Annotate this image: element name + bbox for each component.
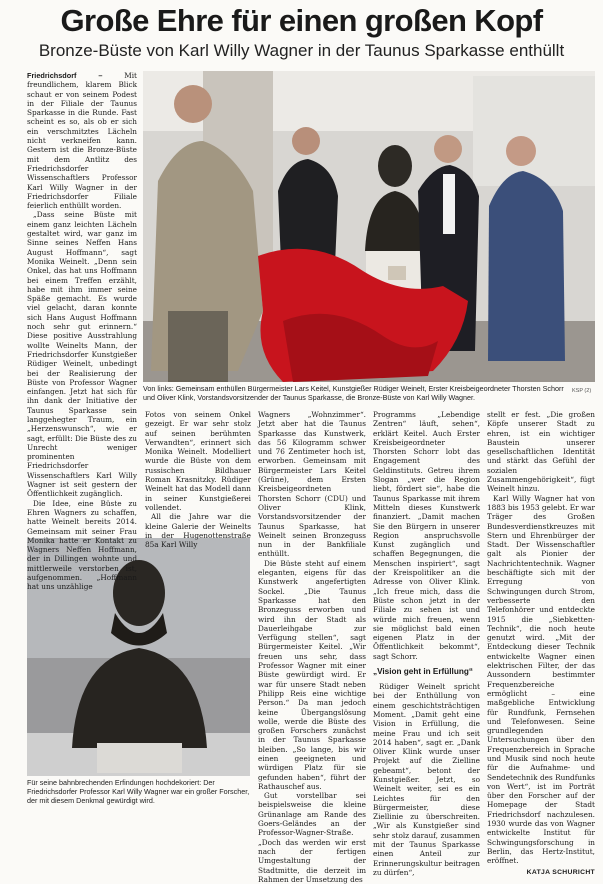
article-column-2 — [145, 410, 251, 550]
paragraph: Karl Willy Wagner hat von 1883 bis 1953 gelebt. Er war Träger des Großen Bundesverdienstkreuzes mit Stern und Ehrenbürger der Stadt. Der Wissenschaftler galt als Pionier der Nachrichtentechnik. Wagner beschäftigte sich mit der Erregung von Schwingungen durch Strom, verbesserte den Telefonhörer und entdeckte 1915 die „Siebketten-Technik“, die noch heute genutzt wird. „Mit der Entdeckung dieser Technik entwickelte Wagner einen elektrischen Filter, der das Aussondern bestimmter Frequenzbereiche ermöglicht – eine maßgebliche Entwicklung für Rundfunk, Fernsehen und Telefonwesen. Seine grundlegenden Untersuchungen über den Frequenzbereich in Sprache und Musik sind noch heute für die Aufnahme- und Sendetechnik des Rundfunks von Wert“, ist im Porträt über den Forscher auf der Homepage der Stadt Friedrichsdorf nachzulesen. 1930 wurde das von Wagner entwickelte Institut für Schwingungsforschung in Berlin, das Hertz-Institut, eröffnet. — [487, 493, 595, 866]
paragraph: Rüdiger Weinelt spricht bei der Enthüllung von einem geschichtsträchtigen Moment. „Damit geht eine Vision in Erfüllung, die meine Frau und ich seit 2014 haben“, sagt er. „Dank Oliver Klink wurde unser Projekt auf die Zielline gebeamt“, betont der Kunstgießer. Jetzt, so Weinelt weiter, sei es ein Leichtes für den Bürgermeister, diese Ziellinie zu überschreiten. „Wir als Kunstgießer sind sehr stolz darauf, zusammen mit der Taunus Sparkasse einen Anteil zur Erinnerungskultur beitragen zu dürfen“, — [373, 682, 480, 877]
paragraph: Die Idee, eine Büste zu Ehren Wagners zu schaffen, hatte Weinelt bereits 2014. Gemeinsam mit seiner Frau Monika hatte er Kontakt zu Wagners Neffen Hoffmann, der in Dillingen wohnte und mittlerweile verstorben ist, aufgenommen. „Hoffmann hat uns unzählige — [27, 498, 137, 592]
main-photo — [143, 71, 595, 382]
paragraph: Fotos von seinem Onkel gezeigt. Er war sehr stolz auf seinen berühmten Verwandten“, erinnert sich Monika Weinelt. Modelliert wurde die Büste von dem russischen Bildhauer Roman Krasnitzky. Rüdiger Weinelt hat das Modell dann in seiner Kunstgießerei vollendet. — [145, 410, 251, 512]
paragraph: Die Büste steht auf einem eleganten, eigens für das Kunstwerk angefertigten Sockel. „Die Taunus Sparkasse hat den Bronzeguss erworben und wird ihn der Stadt als Dauerleihgabe zur Verfügung stellen“, sagt Bürgermeister Keitel. „Wir freuen uns sehr, dass Professor Wagner mit einer Büste gewürdigt wird. Er war für unsere Stadt neben Philipp Reis eine wichtige Person.“ Da man jedoch keine Übergangslösung wolle, werde die Büste des großen Forschers zunächst in der Taunus Sparkasse bleiben. „So lange, bis wir einen geeigneten und würdigen Platz für sie gefunden haben“, führt der Rathauschef aus. — [258, 558, 366, 791]
subheading: „Vision geht in Erfüllung“ — [373, 667, 473, 677]
paragraph: Wagners „Wohnzimmer“. Jetzt aber hat die Taunus Sparkasse das Kunstwerk, das 56 Kilogramm schwer und 76 Zentimeter hoch ist, erworben. Gemeinsam mit Bürgermeister Lars Keitel (Grüne), dem Ersten Kreisbeigeordneten Thorsten Schorr (CDU) und Oliver Klink, Vorstandsvorsitzender der Taunus Sparkasse, hat Weinelt seinen Bronzeguss nun in der Bankfiliale enthüllt. — [258, 410, 366, 559]
photo-credit: KSP (2) — [572, 388, 592, 394]
dateline: Friedrichsdorf – — [27, 71, 125, 80]
article-column-3 — [258, 410, 366, 884]
paragraph: „Dass seine Büste mit einem ganz leichten Lächeln gestaltet wird, war ganz im Sinne seines Neffen Hans August Hoffmann“, sagt Monika Weinelt. „Denn sein Onkel, das hat uns Hoffmann bei einem Treffen erzählt, habe mit ihm immer seine Späße gemacht. Es wurde viel gelacht, daran konnte sich Hans August Hoffmann noch sehr gut erinnern.“ Diese positive Ausstrahlung wollte Weinelts Mann, der Friedrichsdorfer Kunstgießer Rüdiger Weinelt, unbedingt bei der Realisierung der Büste von Professor Wagner einfangen. Jetzt hat sich für ihn dank der Initiative der Taunus Sparkasse sein langgehegter Traum, ein „Herzenswunsch“, wie er sagt, erfüllt: Die Büste des zu Unrecht weniger prominenten Friedrichsdorfer Wissenschaftlers Karl Willy Wagner ist seit gestern der Öffentlichkeit zugänglich. — [27, 210, 137, 499]
headline: Große Ehre für einen großen Kopf — [60, 3, 543, 38]
subheadline: Bronze-Büste von Karl Willy Wagner in der Taunus Sparkasse enthüllt — [38, 41, 565, 60]
paragraph: Gut vorstellbar sei beispielsweise die kleine Grünanlage am Rande des Goers-Geländes an der Professor-Wagner-Straße. „Doch das werden wir erst nach der fertigen Umgestaltung der Stadtmitte, die derzeit im Rahmen der Umsetzung des — [258, 791, 366, 884]
article-column-5 — [487, 410, 595, 876]
paragraph: Friedrichsdorf – Mit freundlichem, klarem Blick schaut er von seinem Podest in der Filiale der Taunus Sparkasse in die Runde. Fast scheint es so, als ob er sich ein verschmitztes Lächeln nicht verkneifen kann. Gestern ist die Bronze-Büste mit dem Antlitz des Friedrichsdorfer Wissenschaftlers Professor Karl Willy Wagner in der Friedrichsdorfer Filiale feierlich enthüllt worden. — [27, 71, 137, 211]
byline: KATJA SCHURICHT — [526, 868, 595, 876]
paragraph: Programms „Lebendige Zentren“ läuft, sehen“, erklärt Keitel. Auch Erster Kreisbeigeordneter Thorsten Schorr lobt das Engagement des Geldinstituts. Getreu ihrem Slogan „wer die Region liebt, fördert sie“, habe die Taunus Sparkasse mit ihrem Mitteln dieses Kunstwerk finanziert. „Damit machen Sie den Bürgern in unserer Region anspruchsvolle Kunst zugänglich und schaffen Begegnungen, die Menschen inspiriert“, sagt der Kreispolitiker an die Adresse von Oliver Klink. „Ich freue mich, dass die Büste schon jetzt in der Filiale zu sehen ist und würde mich freuen, wenn sie möglichst bald einen eigenen Platz in der Öffentlichkeit bekommt“, sagt Schorr. — [373, 410, 480, 661]
article-column-4 — [373, 410, 480, 877]
paragraph: All die Jahre war die kleine Galerie der Weinelts in der Hugenottenstraße 85a Karl Willy — [145, 512, 251, 550]
bust-photo-caption: Für seine bahnbrechenden Erfindungen hochdekoriert: Der Friedrichsdorfer Professor Karl Willy Wagner war ein großer Forscher, der mit diesem Denkmal gewürdigt wird. — [27, 778, 250, 805]
paragraph: stellt er fest. „Die großen Köpfe unserer Stadt zu ehren, ist ein wichtiger Baustein unserer gesellschaftlichen Identität und stärkt das Gefühl der sozialen Zusammengehörigkeit“, fügt Weinelt hinzu. — [487, 410, 595, 494]
main-photo-caption: Von links: Gemeinsam enthüllen Bürgermeister Lars Keitel, Kunstgießer Rüdiger Weinelt, Erster Kreisbeigeordneter Thorsten Schorr und Oliver Klink, Vorstandsvorsitzender der Taunus Sparkasse, die Bronze-Büste von Karl Willy Wagner. — [143, 384, 564, 402]
article-column-1 — [27, 71, 137, 592]
